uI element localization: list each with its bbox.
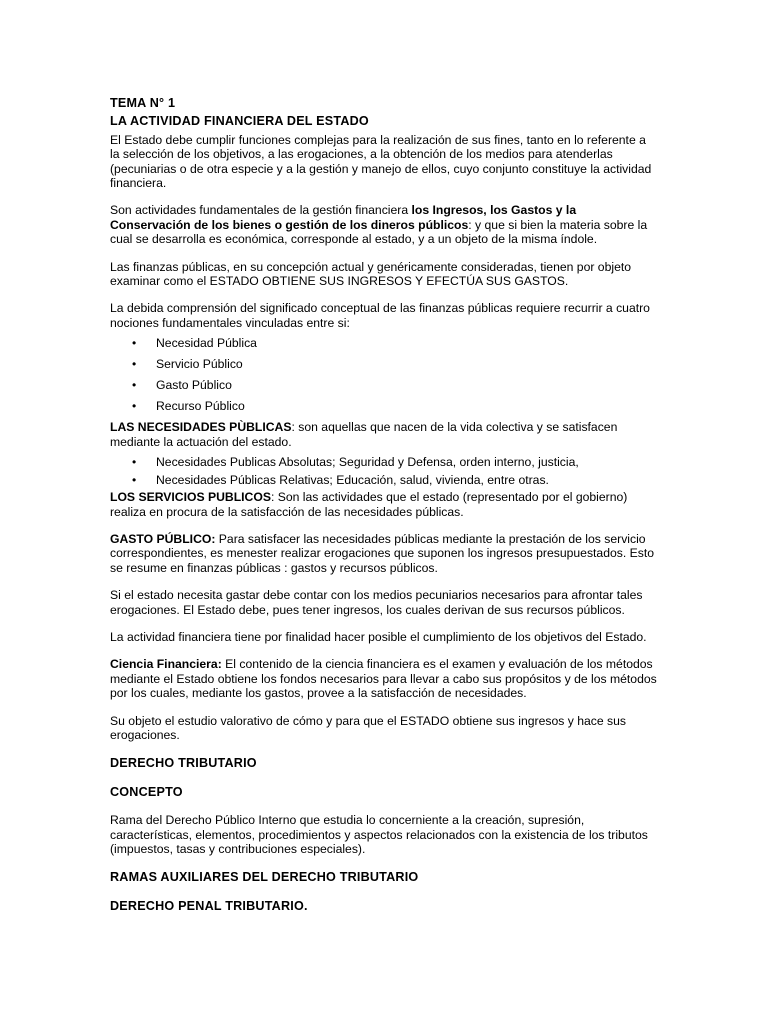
list-item: • Necesidades Públicas Relativas; Educación, salud, vivienda, entre otras. [110, 473, 658, 491]
paragraph-actividades-bold: los Ingresos, los Gastos y la Conservación de los bienes o gestión de los dineros públicos [110, 203, 577, 232]
servicios-text: : Son las actividades que el estado (representado por el gobierno) realiza en procura de la satisfacción de las necesidades públicas. [110, 490, 628, 519]
servicios-label: LOS SERVICIOS PUBLICOS [110, 490, 271, 505]
tema-heading: TEMA N° 1 [110, 96, 176, 110]
necesidades-list [110, 455, 658, 491]
ciencia-label: Ciencia Financiera: [110, 657, 222, 672]
paragraph-concepto: Rama del Derecho Público Interno que estudia lo concerniente a la creación, supresión, características, elementos, procedimientos y aspectos relacionados con la existencia de los tributos (impuestos, tasas y contribuciones especiales). [110, 813, 648, 856]
list-item: • Necesidad Pública [110, 336, 658, 357]
ramas-heading: RAMAS AUXILIARES DEL DERECHO TRIBUTARIO [110, 870, 419, 885]
paragraph-objeto: Su objeto el estudio valorativo de cómo y para que el ESTADO obtiene sus ingresos y hace sus erogaciones. [110, 713, 626, 742]
list-item: • Recurso Público [110, 399, 658, 420]
paragraph-servicios [110, 490, 658, 519]
paragraph-finalidad: La actividad financiera tiene por finalidad hacer posible el cumplimiento de los objetivos del Estado. [110, 629, 647, 644]
paragraph-actividades-pre: Son actividades fundamentales de la gestión financiera [110, 203, 412, 218]
paragraph-ciencia [110, 657, 658, 700]
paragraph-recursos: Si el estado necesita gastar debe contar con los medios pecuniarios necesarios para afrontar tales erogaciones. El Estado debe, pues tener ingresos, los cuales derivan de sus recursos públicos. [110, 588, 643, 617]
paragraph-gasto [110, 532, 658, 575]
paragraph-actividades-post: : y que si bien la materia sobre la cual se desarrolla es económica, corresponde al estado, y a un objeto de la misma índole. [110, 217, 648, 247]
necesidades-label: LAS NECESIDADES PÙBLICAS [110, 420, 292, 435]
gasto-label: GASTO PÚBLICO: [110, 531, 216, 546]
document-body [110, 96, 658, 913]
derecho-tributario-heading: DERECHO TRIBUTARIO [110, 756, 257, 771]
paragraph-intro: El Estado debe cumplir funciones complejas para la realización de sus fines, tanto en lo referente a la selección de los objetivos, a las erogaciones, a la obtención de los medios para atenderlas (pecuniarias o de otra especie y a la gestión y manejo de ellos, cuyo conjunto constituye la actividad financiera. [110, 132, 652, 191]
paragraph-necesidades [110, 420, 658, 449]
paragraph-finanzas: Las finanzas públicas, en su concepción actual y genéricamente consideradas, tienen por objeto examinar como el ESTADO OBTIENE SUS INGRESOS Y EFECTÚA SUS GASTOS. [110, 259, 632, 289]
paragraph-nociones: La debida comprensión del significado conceptual de las finanzas públicas requiere recurrir a cuatro nociones fundamentales vinculadas entre si: [110, 301, 650, 330]
gasto-text: Para satisfacer las necesidades públicas mediante la prestación de los servicio correspondientes, es menester realizar erogaciones que suponen los ingresos presupuestados. Esto se resume en finanzas públicas : gastos y recursos públicos. [110, 531, 655, 575]
list-item: • Necesidades Publicas Absolutas; Seguridad y Defensa, orden interno, justicia, [110, 455, 658, 473]
list-item: • Servicio Público [110, 357, 658, 378]
list-item: • Gasto Público [110, 378, 658, 399]
ciencia-text: El contenido de la ciencia financiera es el examen y evaluación de los métodos mediante el Estado obtiene los fondos necesarios para llevar a cabo sus propósitos y de los métodos por los cuales, mediante los gastos, provee a la satisfacción de necesidades. [110, 657, 657, 701]
nociones-list [110, 336, 658, 420]
penal-heading: DERECHO PENAL TRIBUTARIO. [110, 898, 308, 913]
concepto-heading: CONCEPTO [110, 784, 183, 799]
necesidades-text: : son aquellas que nacen de la vida colectiva y se satisfacen mediante la actuación del estado. [110, 420, 618, 449]
paragraph-actividades [110, 203, 658, 246]
title-heading: LA ACTIVIDAD FINANCIERA DEL ESTADO [110, 114, 369, 129]
